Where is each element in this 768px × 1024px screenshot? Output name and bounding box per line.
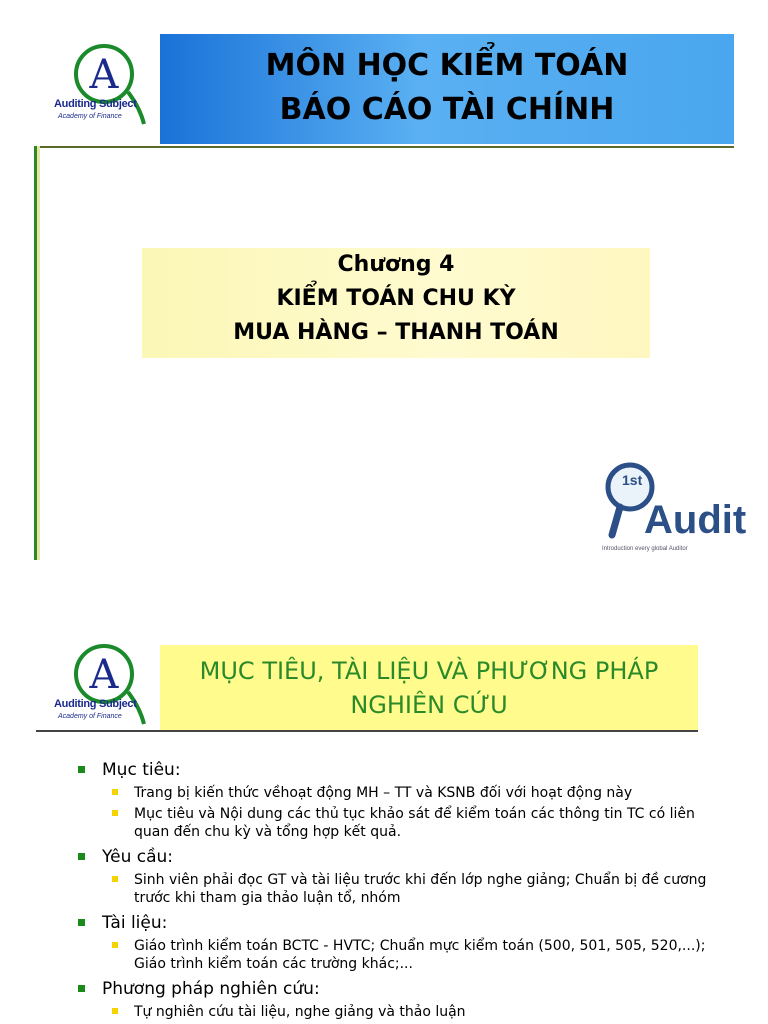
magnifier-icon [600, 455, 747, 555]
logo-subtitle: Academy of Finance [58, 113, 122, 120]
list-item [78, 937, 718, 973]
list-item [78, 1003, 718, 1021]
chapter-title-line-2: MUA HÀNG – THANH TOÁN [233, 320, 559, 345]
course-title-line-1: MÔN HỌC KIỂM TOÁN [265, 48, 629, 83]
divider-horizontal [36, 730, 698, 732]
auditing-subject-logo-2 [40, 638, 160, 738]
bullet-square-icon [78, 985, 85, 992]
section-item: Trang bị kiến thức vềhoạt động MH – TT và KSNB đối với hoạt động này [134, 785, 633, 801]
slide-2 [0, 618, 768, 1024]
list-item [78, 784, 718, 802]
audit-logo-word: Audit [644, 498, 747, 542]
bullet-square-icon [78, 919, 85, 926]
course-title-line-2: BÁO CÁO TÀI CHÍNH [279, 92, 615, 127]
list-item [78, 912, 718, 934]
list-item [78, 846, 718, 868]
section-title-banner [160, 645, 698, 731]
section-item: Sinh viên phải đọc GT và tài liệu trước khi đến lớp nghe giảng; Chuẩn bị đề cương trước khi tham gia thảo luận tổ, nhóm [134, 872, 707, 906]
bullet-square-icon [112, 810, 118, 816]
section-title-line-2: NGHIÊN CỨU [350, 691, 508, 719]
list-item [78, 871, 718, 907]
bullet-square-icon [112, 876, 118, 882]
section-heading: Phương pháp nghiên cứu: [102, 979, 320, 999]
chapter-number: Chương 4 [337, 252, 455, 277]
audit-logo-sup: 1st [622, 472, 643, 488]
bullet-list [78, 754, 718, 1021]
chapter-title-line-1: KIỂM TOÁN CHU KỲ [276, 286, 516, 311]
logo-name: Auditing Subject [54, 698, 137, 710]
divider-vertical [34, 146, 40, 560]
divider-horizontal [34, 146, 734, 148]
section-heading: Tài liệu: [102, 913, 168, 933]
section-item: Mục tiêu và Nội dung các thủ tục khảo sát để kiểm toán các thông tin TC có liên quan đến chu kỳ và tổng hợp kết quả. [134, 806, 695, 840]
chapter-box [142, 248, 650, 358]
section-item: Giáo trình kiểm toán BCTC - HVTC; Chuẩn mực kiểm toán (500, 501, 505, 520,...); Giáo trình kiểm toán các trường khác;... [134, 938, 706, 972]
bullet-square-icon [78, 853, 85, 860]
logo-a-icon [40, 38, 160, 138]
section-item: Tự nghiên cứu tài liệu, nghe giảng và thảo luận [134, 1004, 466, 1020]
svg-text:A: A [89, 652, 119, 698]
logo-a-icon [40, 638, 160, 738]
course-title-banner [160, 34, 734, 144]
section-heading: Mục tiêu: [102, 760, 181, 780]
bullet-square-icon [112, 1008, 118, 1014]
logo-name: Auditing Subject [54, 98, 137, 110]
list-item [78, 805, 718, 841]
bullet-square-icon [112, 942, 118, 948]
section-heading: Yêu cầu: [102, 847, 174, 867]
bullet-square-icon [78, 766, 85, 773]
bullet-square-icon [112, 789, 118, 795]
section-title-line-1: MỤC TIÊU, TÀI LIỆU VÀ PHƯƠNG PHÁP [199, 657, 659, 685]
audit-logo-tagline: Introduction every global Auditor [602, 546, 688, 552]
list-item [78, 978, 718, 1000]
svg-text:A: A [89, 52, 119, 98]
logo-subtitle: Academy of Finance [58, 713, 122, 720]
auditing-subject-logo [40, 38, 160, 138]
list-item [78, 759, 718, 781]
first-audit-logo [600, 455, 747, 555]
